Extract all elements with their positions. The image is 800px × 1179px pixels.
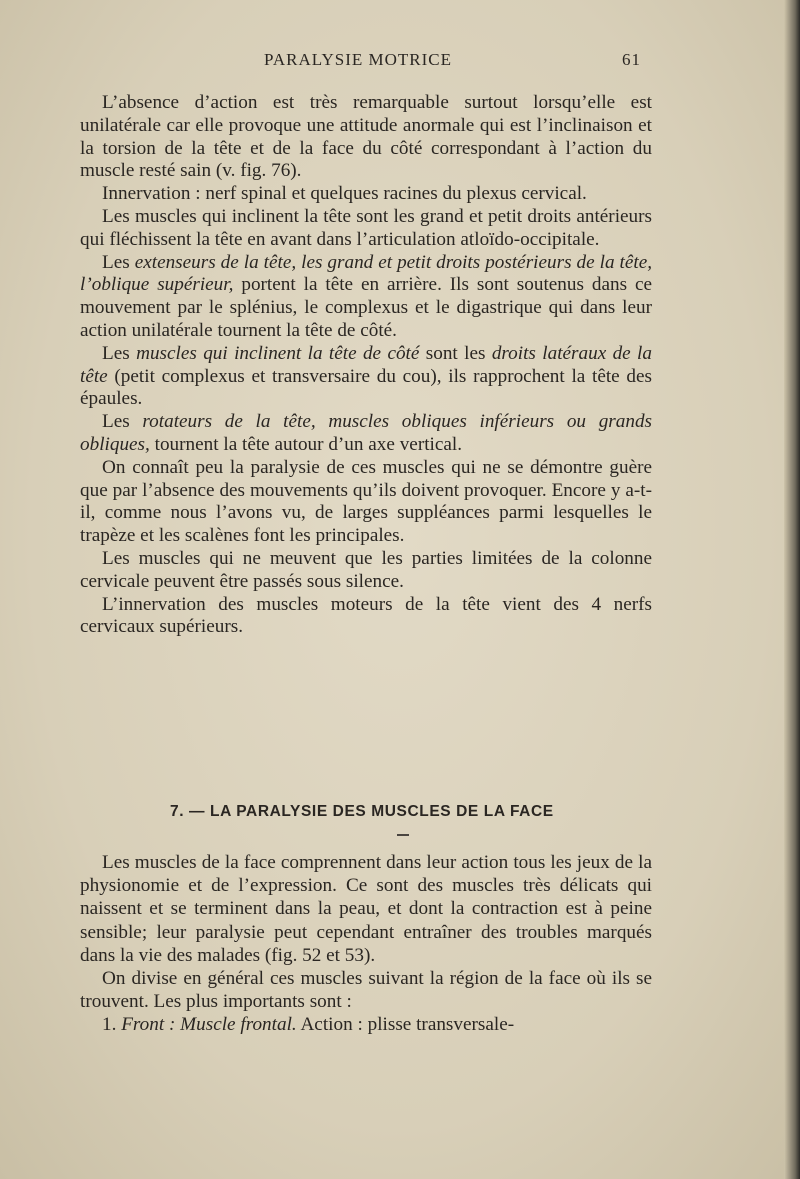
paragraph: Les muscles de la face comprennent dans leur action tous les jeux de la physionomie et de l’expression. Ce sont des muscles très délicats qui naissent et se terminent dans la peau, et dont la contraction est à peine sensible; leur paralysie peut cependant entraîner des troubles marqués dans la vie des malades (fig. 52 et 53).	[80, 852, 652, 966]
section-heading: 7. — LA PARALYSIE DES MUSCLES DE LA FACE	[170, 803, 554, 820]
paragraph: Innervation : nerf spinal et quelques racines du plexus cervical.	[102, 183, 587, 205]
paragraph: Les rotateurs de la tête, muscles obliques inférieurs ou grands obliques, tournent la tête autour d’un axe vertical.	[80, 411, 653, 455]
heading-divider	[397, 834, 409, 836]
paragraph: Les muscles qui inclinent la tête de côté sont les droits latéraux de la tête (petit complexus et transversaire du cou), ils rapprochent la tête des épaules.	[80, 342, 652, 410]
paragraph: On connaît peu la paralysie de ces muscles qui ne se démontre guère que par l’absence des mouvements qu’ils doivent provoquer. Encore y a-t-il, comme nous l’avons vu, de larges suppléances parmi lesquelles le trapèze et les scalènes font les principales.	[80, 456, 652, 547]
section-text	[80, 851, 652, 1037]
paragraph: Les muscles qui ne meuvent que les parties limitées de la colonne cervicale peuvent être passés sous silence.	[80, 547, 652, 592]
page-number: 61	[622, 50, 641, 69]
page-header	[0, 50, 800, 74]
paragraph: Les extenseurs de la tête, les grand et petit droits postérieurs de la tête, l’oblique supérieur, portent la tête en arrière. Ils sont soutenus dans ce mouvement par le splénius, le complexus et le digastrique qui dans leur action unilatérale tournent la tête de côté.	[80, 251, 653, 341]
paragraph: On divise en général ces muscles suivant la région de la face où ils se trouvent. Les plus importants sont :	[80, 968, 652, 1013]
paragraph: L’innervation des muscles moteurs de la tête vient des 4 nerfs cervicaux supérieurs.	[80, 593, 652, 638]
paragraph: Les muscles qui inclinent la tête sont les grand et petit droits antérieurs qui fléchissent la tête en avant dans l’articulation atloïdo-occipitale.	[80, 205, 652, 250]
paragraph: L’absence d’action est très remarquable surtout lorsqu’elle est unilatérale car elle provoque une attitude anormale qui est l’inclinaison et la torsion de la tête et de la face du côté correspondant à l’action du muscle resté sain (v. fig. 76).	[80, 92, 652, 182]
running-title: PARALYSIE MOTRICE	[264, 50, 452, 69]
main-text	[80, 92, 652, 639]
paragraph: 1. Front : Muscle frontal. Action : plisse transversale-	[102, 1014, 515, 1036]
page-edge	[784, 0, 800, 1179]
